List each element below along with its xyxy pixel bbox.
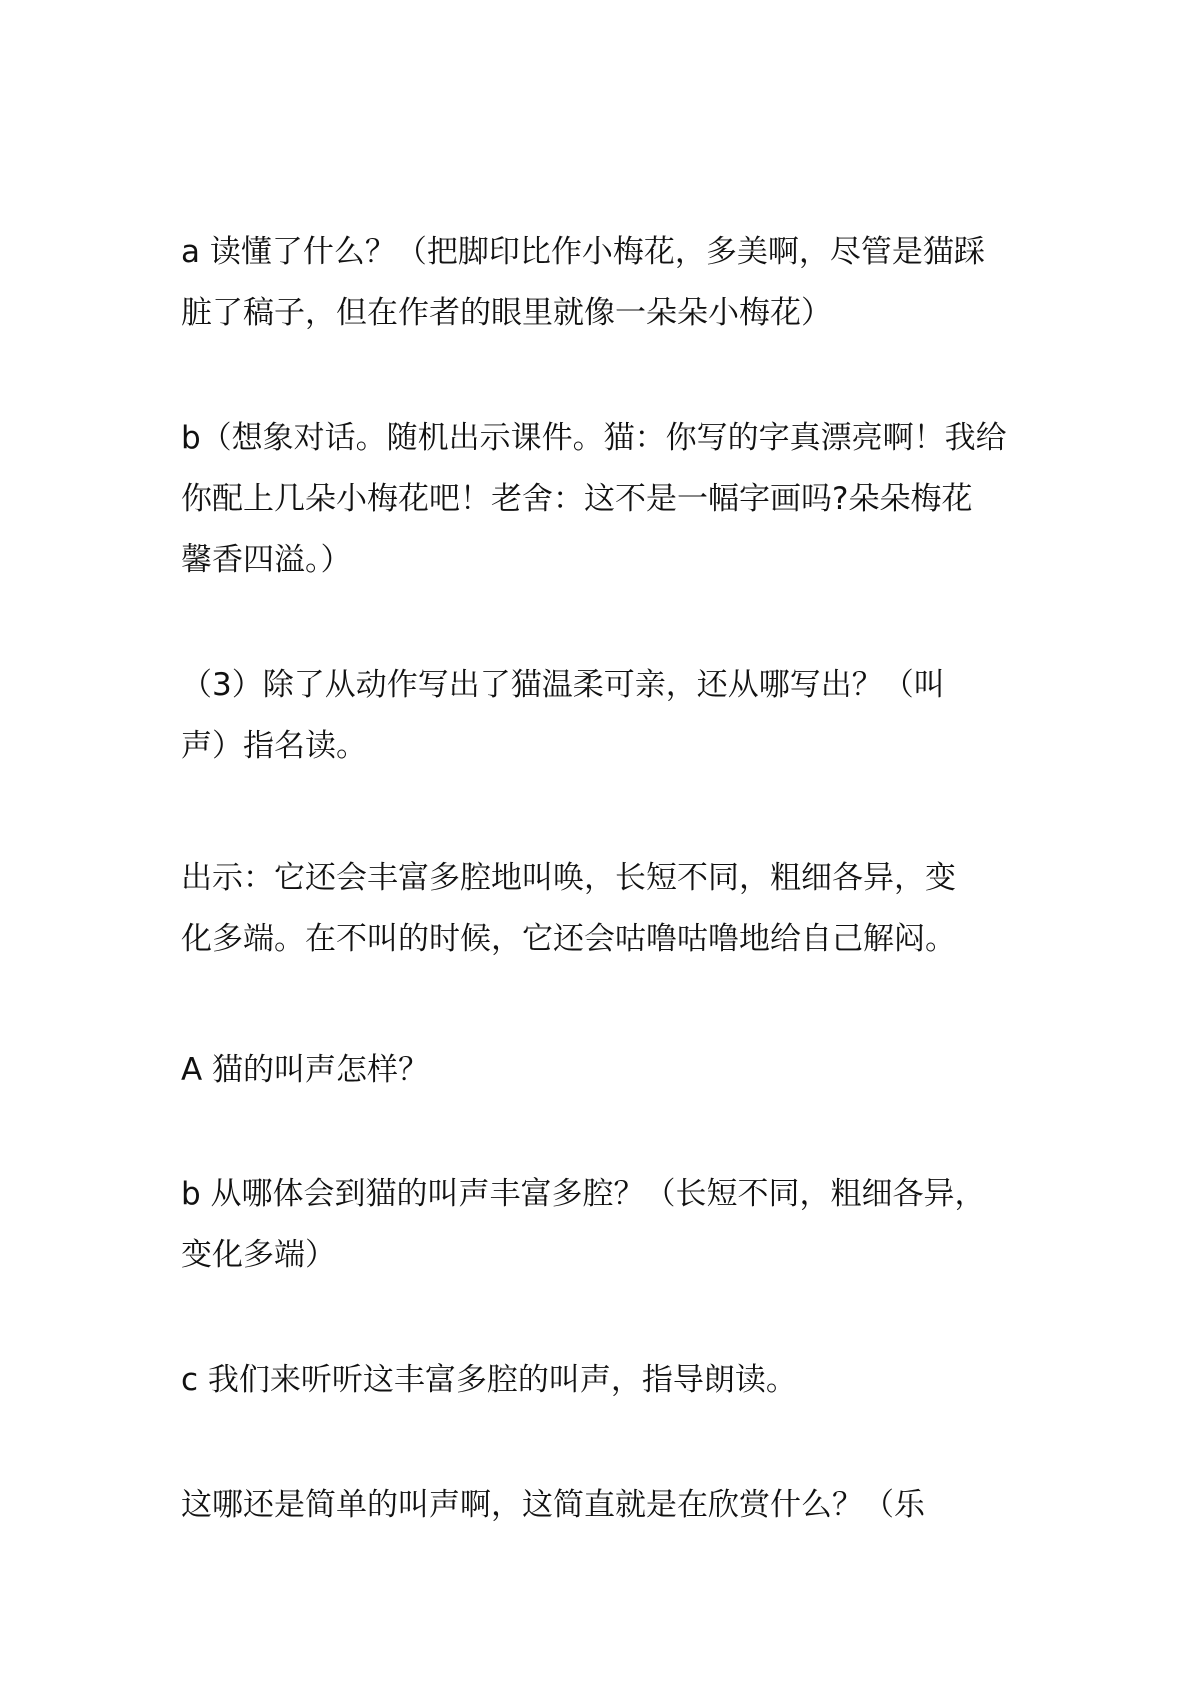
paragraph-display-quote (181, 848, 1031, 970)
text-line: b 从哪体会到猫的叫声丰富多腔？（长短不同，粗细各异， (181, 1176, 986, 1212)
text-line: 馨香四溢。） (181, 542, 352, 578)
paragraph-3-cat-sounds (181, 655, 1031, 777)
text-line: 出示：它还会丰富多腔地叫唤，长短不同，粗细各异，变 (181, 860, 956, 896)
paragraph-closing-question (181, 1475, 1031, 1536)
paragraph-b-imagined-dialogue (181, 408, 1031, 591)
text-line: c 我们来听听这丰富多腔的叫声，指导朗读。 (181, 1362, 797, 1398)
text-line: 声）指名读。 (181, 728, 367, 764)
text-line: 这哪还是简单的叫声啊，这简直就是在欣赏什么？（乐 (181, 1487, 925, 1523)
paragraph-b-question (181, 1164, 1031, 1286)
text-line: （3）除了从动作写出了猫温柔可亲，还从哪写出？（叫 (181, 667, 945, 703)
paragraph-A-question (181, 1040, 1031, 1101)
paragraph-a-reading-understanding (181, 222, 1031, 344)
text-line: 变化多端） (181, 1237, 336, 1273)
text-line: 你配上几朵小梅花吧！老舍：这不是一幅字画吗?朵朵梅花 (181, 481, 973, 517)
text-line: b（想象对话。随机出示课件。猫：你写的字真漂亮啊！我给 (181, 420, 1007, 456)
text-line: 脏了稿子，但在作者的眼里就像一朵朵小梅花） (181, 295, 832, 331)
text-line: A 猫的叫声怎样？ (181, 1052, 430, 1088)
text-line: 化多端。在不叫的时候，它还会咕噜咕噜地给自己解闷。 (181, 921, 956, 957)
paragraph-c-reading-guide (181, 1350, 1031, 1411)
text-line: a 读懂了什么？（把脚印比作小梅花，多美啊，尽管是猫踩 (181, 234, 985, 270)
